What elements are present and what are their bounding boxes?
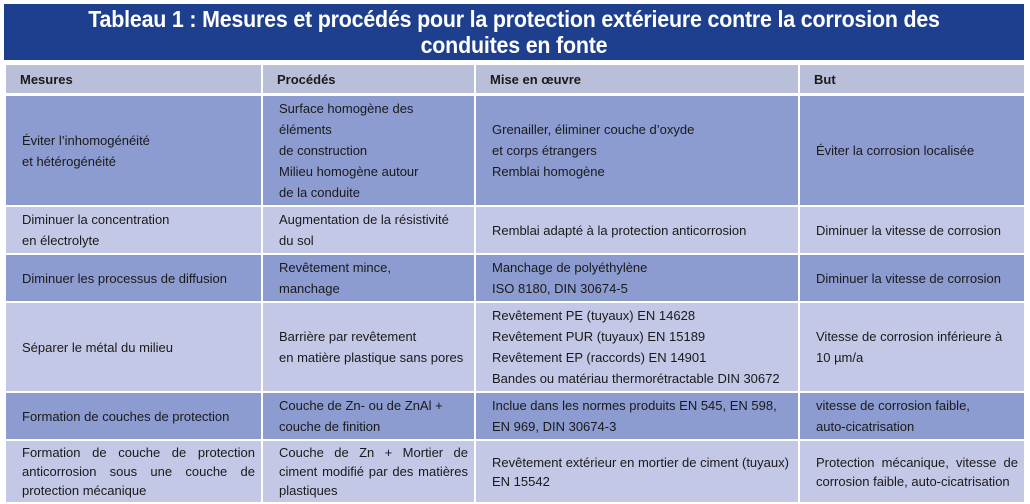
cell-but: Diminuer la vitesse de corrosion	[799, 206, 1025, 254]
table-row	[5, 95, 1025, 207]
cell-procedes: Couche de Zn- ou de ZnAl + couche de finition	[262, 392, 475, 440]
cell-procedes: Barrière par revêtement en matière plastique sans pores	[262, 302, 475, 392]
cell-procedes: Couche de Zn + Mortier de ciment modifié par des matières plastiques	[262, 440, 475, 503]
header-mise-en-oeuvre: Mise en œuvre	[475, 64, 799, 95]
cell-mise-en-oeuvre: Revêtement extérieur en mortier de ciment (tuyaux) EN 15542	[475, 440, 799, 503]
header-but: But	[799, 64, 1025, 95]
cell-but: Vitesse de corrosion inférieure à 10 µm/a	[799, 302, 1025, 392]
table-row	[5, 254, 1025, 302]
table-title	[4, 4, 1024, 60]
cell-but: Protection mécanique, vitesse de corrosion faible, auto-cicatrisation	[799, 440, 1025, 503]
table-container	[4, 0, 1026, 498]
cell-mesures: Séparer le métal du milieu	[5, 302, 262, 392]
cell-procedes: Surface homogène des éléments de construction Milieu homogène autour de la conduite	[262, 95, 475, 207]
header-mesures: Mesures	[5, 64, 262, 95]
cell-but: vitesse de corrosion faible, auto-cicatrisation	[799, 392, 1025, 440]
cell-mise-en-oeuvre: Inclue dans les normes produits EN 545, EN 598, EN 969, DIN 30674-3	[475, 392, 799, 440]
cell-mise-en-oeuvre: Revêtement PE (tuyaux) EN 14628 Revêtement PUR (tuyaux) EN 15189 Revêtement EP (raccords) EN 14901 Bandes ou matériau thermorétractable DIN 30672	[475, 302, 799, 392]
cell-mesures: Éviter l’inhomogénéité et hétérogénéité	[5, 95, 262, 207]
table-row	[5, 392, 1025, 440]
cell-procedes: Revêtement mince, manchage	[262, 254, 475, 302]
header-row	[5, 64, 1025, 95]
cell-mesures: Formation de couche de protection anticorrosion sous une couche de protection mécanique	[5, 440, 262, 503]
table-row	[5, 206, 1025, 254]
header-procedes: Procédés	[262, 64, 475, 95]
cell-mise-en-oeuvre: Remblai adapté à la protection anticorrosion	[475, 206, 799, 254]
cell-mesures: Diminuer les processus de diffusion	[5, 254, 262, 302]
cell-mesures: Formation de couches de protection	[5, 392, 262, 440]
cell-but: Diminuer la vitesse de corrosion	[799, 254, 1025, 302]
cell-but: Éviter la corrosion localisée	[799, 95, 1025, 207]
corrosion-protection-table	[4, 63, 1026, 504]
table-row	[5, 440, 1025, 503]
table-row	[5, 302, 1025, 392]
table-title-text: Tableau 1 : Mesures et procédés pour la protection extérieure contre la corrosion des conduites en fonte	[88, 6, 940, 58]
cell-mise-en-oeuvre: Manchage de polyéthylène ISO 8180, DIN 30674-5	[475, 254, 799, 302]
cell-mise-en-oeuvre: Grenailler, éliminer couche d’oxyde et corps étrangers Remblai homogène	[475, 95, 799, 207]
cell-mesures: Diminuer la concentration en électrolyte	[5, 206, 262, 254]
cell-procedes: Augmentation de la résistivité du sol	[262, 206, 475, 254]
